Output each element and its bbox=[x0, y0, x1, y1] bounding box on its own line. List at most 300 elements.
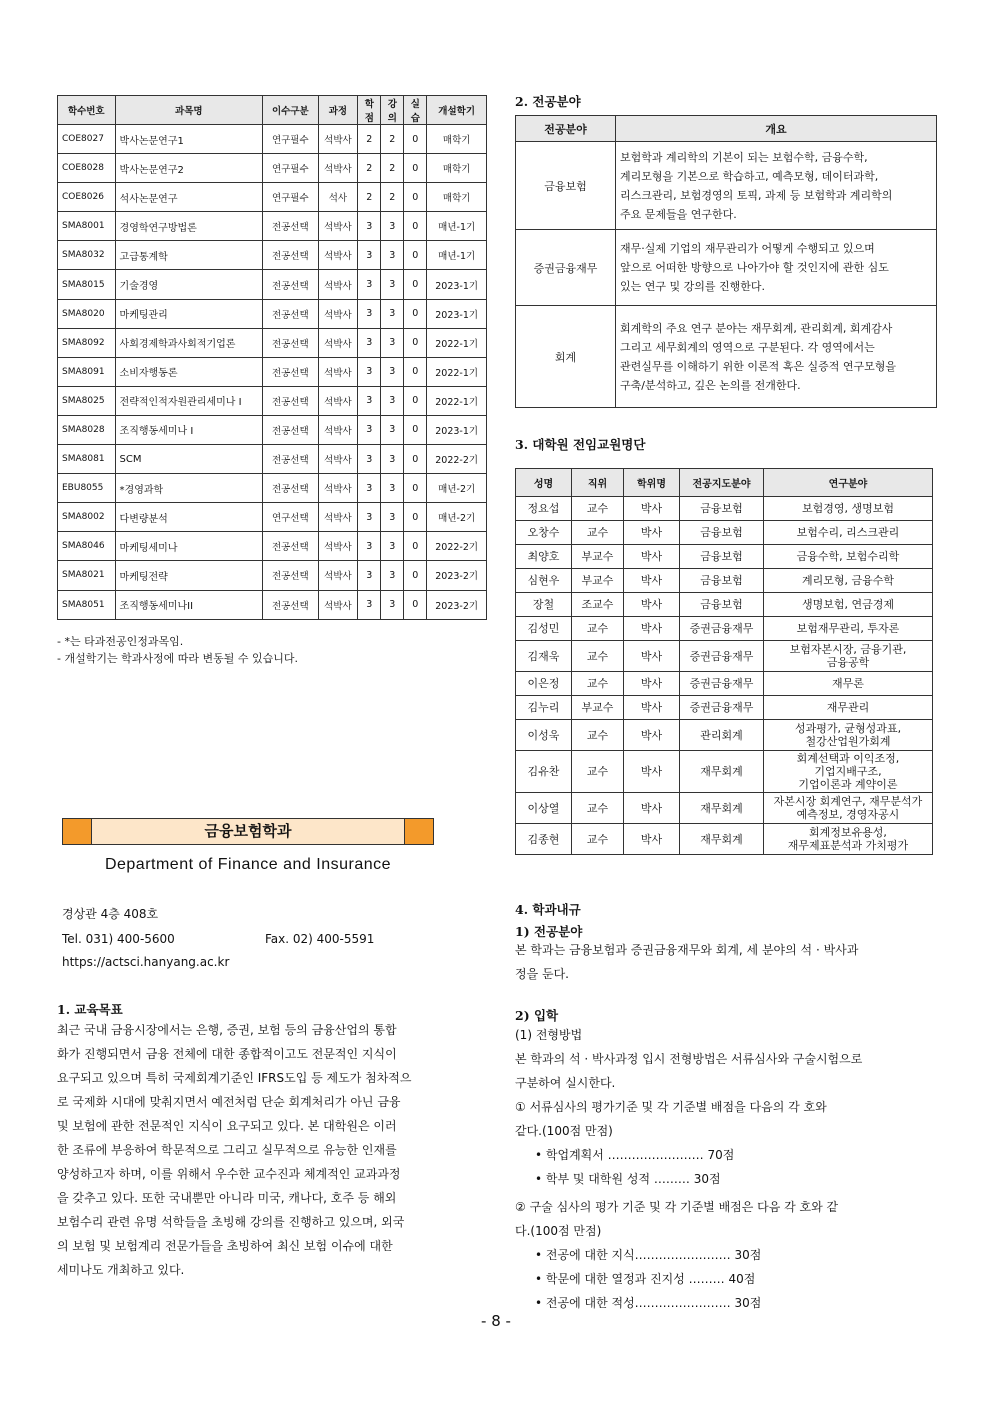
table-cell: COE8026 bbox=[58, 183, 116, 212]
table-cell: 0 bbox=[404, 328, 427, 357]
table-cell: 매학기 bbox=[427, 183, 487, 212]
table-cell: 0 bbox=[404, 590, 427, 619]
table-cell: 0 bbox=[404, 532, 427, 561]
major-desc bbox=[616, 230, 937, 306]
table-cell: 2022-1기 bbox=[427, 386, 487, 415]
table-row bbox=[516, 593, 933, 617]
table-cell: 전략적인적자원관리세미나 I bbox=[115, 386, 263, 415]
table-cell: 0 bbox=[404, 154, 427, 183]
faculty-name: 최양호 bbox=[516, 545, 572, 569]
faculty-deg: 박사 bbox=[624, 617, 680, 641]
table-cell: 전공선택 bbox=[263, 474, 318, 503]
table-cell: 2023-1기 bbox=[427, 270, 487, 299]
table-cell: 2 bbox=[358, 154, 381, 183]
research-line: 금융공학 bbox=[826, 656, 870, 669]
text-line: 같다.(100점 만점) bbox=[515, 1124, 613, 1138]
text-line: 양성하고자 하며, 이를 위해서 우수한 교수진과 체계적인 교과과정 bbox=[57, 1167, 401, 1181]
research-line: 보험경영, 생명보험 bbox=[801, 502, 894, 515]
table-row bbox=[58, 154, 487, 183]
table-cell: 3 bbox=[381, 241, 404, 270]
research-line: 자본시장 회계연구, 재무분석가 bbox=[773, 795, 923, 808]
major-desc bbox=[616, 306, 937, 408]
table-row bbox=[58, 183, 487, 212]
table-cell: 2023-2기 bbox=[427, 561, 487, 590]
dept-name-ko: 금융보험학과 bbox=[204, 822, 292, 840]
faculty-deg: 박사 bbox=[624, 793, 680, 824]
table-cell: 2 bbox=[358, 125, 381, 154]
table-row bbox=[58, 415, 487, 444]
faculty-pos: 교수 bbox=[572, 497, 624, 521]
table-cell: 0 bbox=[404, 299, 427, 328]
doc-item: • 학업계획서 …………………… 70점 bbox=[535, 1148, 735, 1162]
text-line: 다.(100점 만점) bbox=[515, 1224, 602, 1238]
table-cell: 0 bbox=[404, 386, 427, 415]
table-row bbox=[58, 125, 487, 154]
table-cell: 2023-2기 bbox=[427, 590, 487, 619]
research-line: 성과평가, 균형성과표, bbox=[794, 722, 902, 735]
faculty-research bbox=[764, 593, 933, 617]
text-line: 보험수리 관련 유명 석학들을 초빙해 강의를 진행하고 있으며, 외국 bbox=[57, 1215, 405, 1229]
faculty-pos: 교수 bbox=[572, 720, 624, 751]
section4-sub2-title: 2) 입학 bbox=[515, 1008, 559, 1023]
table-cell: 석박사 bbox=[318, 299, 358, 328]
table-cell: 0 bbox=[404, 415, 427, 444]
faculty-research bbox=[764, 751, 933, 793]
table-cell: 2 bbox=[358, 183, 381, 212]
table-cell: 조직행동세미나 I bbox=[115, 415, 263, 444]
note-line: - 개설학기는 학과사정에 따라 변동될 수 있습니다. bbox=[57, 652, 298, 665]
table-cell: 매학기 bbox=[427, 154, 487, 183]
table-cell: 3 bbox=[358, 212, 381, 241]
table-cell: 전공선택 bbox=[263, 299, 318, 328]
col-header: 학점 bbox=[358, 96, 381, 125]
table-row bbox=[516, 230, 937, 306]
section4-method bbox=[515, 1023, 935, 1191]
faculty-research bbox=[764, 545, 933, 569]
table-cell: COE8028 bbox=[58, 154, 116, 183]
table-cell: 2023-1기 bbox=[427, 299, 487, 328]
col-header: 전공분야 bbox=[516, 116, 616, 142]
faculty-name: 김성민 bbox=[516, 617, 572, 641]
faculty-pos: 교수 bbox=[572, 521, 624, 545]
dept-location: 경상관 4층 408호 bbox=[62, 907, 159, 921]
table-cell: 기술경영 bbox=[115, 270, 263, 299]
text-line: 정을 둔다. bbox=[515, 967, 569, 981]
table-cell: 2022-1기 bbox=[427, 328, 487, 357]
doc-item: • 학부 및 대학원 성적 ……… 30점 bbox=[535, 1172, 721, 1186]
table-cell: 매년-1기 bbox=[427, 241, 487, 270]
col-header: 전공지도분야 bbox=[680, 469, 764, 497]
table-cell: 3 bbox=[358, 503, 381, 532]
table-cell: 3 bbox=[358, 241, 381, 270]
table-cell: 전공선택 bbox=[263, 241, 318, 270]
table-cell: 0 bbox=[404, 503, 427, 532]
faculty-research bbox=[764, 521, 933, 545]
table-cell: SMA8032 bbox=[58, 241, 116, 270]
text-line: 및 보험에 관한 전문적인 지식이 요구되고 있다. 본 대학원은 이러 bbox=[57, 1119, 397, 1133]
faculty-deg: 박사 bbox=[624, 497, 680, 521]
faculty-deg: 박사 bbox=[624, 720, 680, 751]
table-cell: 박사논문연구1 bbox=[115, 125, 263, 154]
faculty-deg: 박사 bbox=[624, 545, 680, 569]
col-header: 개설학기 bbox=[427, 96, 487, 125]
faculty-major: 금융보험 bbox=[680, 521, 764, 545]
table-cell: 전공선택 bbox=[263, 328, 318, 357]
text-line: 한 조류에 부응하여 학문적으로 그리고 실무적으로 유능한 인재를 bbox=[57, 1143, 397, 1157]
faculty-research bbox=[764, 720, 933, 751]
faculty-name: 장철 bbox=[516, 593, 572, 617]
course-table-body bbox=[58, 125, 487, 620]
table-cell: SMA8002 bbox=[58, 503, 116, 532]
table-row bbox=[516, 696, 933, 720]
faculty-major: 금융보험 bbox=[680, 569, 764, 593]
table-cell: 연구필수 bbox=[263, 125, 318, 154]
research-line: 생명보험, 연금경제 bbox=[801, 598, 894, 611]
text-line: ① 서류심사의 평가기준 및 각 기준별 배점을 다음의 각 호와 bbox=[515, 1100, 827, 1114]
major-table bbox=[515, 115, 937, 408]
research-line: 기업이론과 계약이론 bbox=[798, 778, 898, 791]
research-line: 보험자본시장, 금융기관, bbox=[789, 643, 907, 656]
research-line: 재무론 bbox=[832, 677, 864, 690]
desc-line: 주요 문제들을 연구한다. bbox=[620, 207, 737, 221]
table-cell: 3 bbox=[381, 328, 404, 357]
faculty-pos: 교수 bbox=[572, 793, 624, 824]
col-header: 직위 bbox=[572, 469, 624, 497]
text-line: 세미나도 개최하고 있다. bbox=[57, 1263, 185, 1277]
desc-line: 회계학의 주요 연구 분야는 재무회계, 관리회계, 회계감사 bbox=[620, 321, 893, 335]
faculty-major: 증권금융재무 bbox=[680, 672, 764, 696]
table-cell: 석사 bbox=[318, 183, 358, 212]
table-cell: 0 bbox=[404, 474, 427, 503]
course-table-header bbox=[58, 96, 487, 125]
research-line: 재무관리 bbox=[826, 701, 870, 714]
table-cell: SMA8092 bbox=[58, 328, 116, 357]
text-line: 요구되고 있으며 특히 국제회계기준인 IFRS도입 등 제도가 첨차적으 bbox=[57, 1071, 412, 1085]
table-cell: *경영과학 bbox=[115, 474, 263, 503]
table-cell: 석박사 bbox=[318, 590, 358, 619]
faculty-deg: 박사 bbox=[624, 751, 680, 793]
faculty-name: 이성욱 bbox=[516, 720, 572, 751]
table-cell: 3 bbox=[381, 561, 404, 590]
table-cell: 석박사 bbox=[318, 415, 358, 444]
method-title: (1) 전형방법 bbox=[515, 1028, 583, 1042]
table-cell: 0 bbox=[404, 183, 427, 212]
research-line: 회계선택과 이익조정, bbox=[796, 752, 900, 765]
table-row bbox=[58, 532, 487, 561]
dept-fax: Fax. 02) 400-5591 bbox=[265, 932, 375, 946]
faculty-pos: 부교수 bbox=[572, 569, 624, 593]
table-cell: 3 bbox=[358, 561, 381, 590]
faculty-research bbox=[764, 617, 933, 641]
table-cell: 3 bbox=[358, 299, 381, 328]
section3-title: 3. 대학원 전임교원명단 bbox=[515, 437, 646, 452]
research-line: 보험수리, 리스크관리 bbox=[796, 526, 900, 539]
table-cell: 0 bbox=[404, 212, 427, 241]
dept-url[interactable]: https://actsci.hanyang.ac.kr bbox=[62, 955, 230, 969]
table-cell: 석박사 bbox=[318, 357, 358, 386]
desc-line: 있는 연구 및 강의를 진행한다. bbox=[620, 280, 765, 293]
table-cell: 박사논문연구2 bbox=[115, 154, 263, 183]
faculty-name: 김종현 bbox=[516, 824, 572, 855]
table-cell: 전공선택 bbox=[263, 445, 318, 474]
faculty-table bbox=[515, 468, 933, 855]
table-cell: 전공선택 bbox=[263, 357, 318, 386]
desc-line: 보험학과 계리학의 기본이 되는 보험수학, 금융수학, bbox=[620, 150, 868, 164]
desc-line: 앞으로 어떠한 방향으로 나아가야 할 것인지에 관한 심도 bbox=[620, 261, 889, 274]
faculty-deg: 박사 bbox=[624, 569, 680, 593]
table-cell: SCM bbox=[115, 445, 263, 474]
faculty-major: 증권금융재무 bbox=[680, 696, 764, 720]
table-cell: 2022-2기 bbox=[427, 532, 487, 561]
table-cell: 경영학연구방법론 bbox=[115, 212, 263, 241]
dept-name-en: Department of Finance and Insurance bbox=[104, 856, 392, 873]
faculty-deg: 박사 bbox=[624, 672, 680, 696]
table-row bbox=[516, 545, 933, 569]
table-row bbox=[516, 617, 933, 641]
table-cell: 3 bbox=[381, 357, 404, 386]
table-cell: 3 bbox=[358, 328, 381, 357]
col-header: 실습 bbox=[404, 96, 427, 125]
table-row bbox=[58, 590, 487, 619]
faculty-pos: 부교수 bbox=[572, 545, 624, 569]
research-line: 재무제표분석과 가치평가 bbox=[787, 839, 909, 852]
table-row bbox=[58, 357, 487, 386]
table-cell: 2023-1기 bbox=[427, 415, 487, 444]
table-cell: 매년-2기 bbox=[427, 474, 487, 503]
table-cell: 3 bbox=[358, 445, 381, 474]
faculty-deg: 박사 bbox=[624, 641, 680, 672]
faculty-deg: 박사 bbox=[624, 696, 680, 720]
col-header: 과정 bbox=[318, 96, 358, 125]
table-cell: 3 bbox=[381, 299, 404, 328]
faculty-deg: 박사 bbox=[624, 593, 680, 617]
table-cell: 전공선택 bbox=[263, 212, 318, 241]
research-line: 보험재무관리, 투자론 bbox=[796, 622, 900, 635]
faculty-name: 오창수 bbox=[516, 521, 572, 545]
faculty-major: 금융보험 bbox=[680, 593, 764, 617]
research-line: 예측정보, 경영자공시 bbox=[796, 808, 900, 821]
dept-box-accent-left bbox=[63, 819, 92, 844]
table-cell: 3 bbox=[381, 415, 404, 444]
table-cell: 3 bbox=[381, 212, 404, 241]
section4-title: 4. 학과내규 bbox=[515, 902, 581, 917]
faculty-research bbox=[764, 641, 933, 672]
col-header: 연구분야 bbox=[764, 469, 933, 497]
table-row bbox=[58, 445, 487, 474]
table-cell: 석박사 bbox=[318, 445, 358, 474]
table-row bbox=[516, 306, 937, 408]
desc-line: 구축/분석하고, 깊은 논의를 전개한다. bbox=[620, 378, 801, 392]
table-row bbox=[516, 521, 933, 545]
table-cell: 연구선택 bbox=[263, 503, 318, 532]
faculty-major: 재무회계 bbox=[680, 824, 764, 855]
table-cell: 3 bbox=[358, 415, 381, 444]
table-row bbox=[516, 569, 933, 593]
faculty-research bbox=[764, 793, 933, 824]
faculty-name: 김누리 bbox=[516, 696, 572, 720]
major-field: 금융보험 bbox=[516, 142, 616, 230]
table-cell: 0 bbox=[404, 125, 427, 154]
research-line: 기업지배구조, bbox=[814, 765, 882, 778]
research-line: 금융수학, 보험수리학 bbox=[796, 550, 900, 563]
note-line: - *는 타과전공인정과목임. bbox=[57, 635, 184, 648]
faculty-pos: 조교수 bbox=[572, 593, 624, 617]
table-cell: 연구필수 bbox=[263, 154, 318, 183]
table-cell: SMA8015 bbox=[58, 270, 116, 299]
table-row bbox=[58, 474, 487, 503]
col-header: 과목명 bbox=[115, 96, 263, 125]
text-line: 구분하여 실시한다. bbox=[515, 1076, 616, 1090]
oral-item: • 전공에 대한 적성…………………… 30점 bbox=[535, 1296, 762, 1310]
table-cell: 석박사 bbox=[318, 474, 358, 503]
faculty-research bbox=[764, 497, 933, 521]
faculty-major: 금융보험 bbox=[680, 497, 764, 521]
major-field: 증권금융재무 bbox=[516, 230, 616, 306]
section4-sub1-title: 1) 전공분야 bbox=[515, 924, 583, 939]
table-cell: 석박사 bbox=[318, 386, 358, 415]
table-cell: 0 bbox=[404, 241, 427, 270]
table-cell: 0 bbox=[404, 357, 427, 386]
table-cell: 석사논문연구 bbox=[115, 183, 263, 212]
faculty-pos: 교수 bbox=[572, 641, 624, 672]
table-row bbox=[516, 142, 937, 230]
table-cell: 마케팅세미나 bbox=[115, 532, 263, 561]
table-cell: 석박사 bbox=[318, 241, 358, 270]
table-row bbox=[58, 212, 487, 241]
faculty-name: 김재욱 bbox=[516, 641, 572, 672]
table-row bbox=[58, 241, 487, 270]
faculty-major: 관리회계 bbox=[680, 720, 764, 751]
table-cell: 3 bbox=[358, 357, 381, 386]
table-cell: 전공선택 bbox=[263, 270, 318, 299]
table-row bbox=[516, 824, 933, 855]
table-cell: 석박사 bbox=[318, 561, 358, 590]
table-cell: 3 bbox=[358, 532, 381, 561]
table-cell: 연구필수 bbox=[263, 183, 318, 212]
table-cell: 3 bbox=[358, 386, 381, 415]
major-field: 회계 bbox=[516, 306, 616, 408]
course-table bbox=[57, 95, 487, 620]
table-cell: 3 bbox=[381, 445, 404, 474]
faculty-major: 금융보험 bbox=[680, 545, 764, 569]
col-header: 학수번호 bbox=[58, 96, 116, 125]
faculty-major: 증권금융재무 bbox=[680, 641, 764, 672]
table-cell: 석박사 bbox=[318, 154, 358, 183]
faculty-table-body bbox=[516, 497, 933, 855]
table-cell: 석박사 bbox=[318, 125, 358, 154]
table-cell: SMA8081 bbox=[58, 445, 116, 474]
table-row bbox=[58, 561, 487, 590]
table-cell: 2022-2기 bbox=[427, 445, 487, 474]
col-header: 성명 bbox=[516, 469, 572, 497]
faculty-research bbox=[764, 569, 933, 593]
faculty-deg: 박사 bbox=[624, 521, 680, 545]
section2-title: 2. 전공분야 bbox=[515, 94, 581, 109]
table-cell: 3 bbox=[358, 590, 381, 619]
faculty-major: 증권금융재무 bbox=[680, 617, 764, 641]
text-line: 의 보험 및 보험계리 전문가들을 초빙하여 최신 보험 이슈에 대한 bbox=[57, 1239, 393, 1253]
table-row bbox=[58, 270, 487, 299]
section4-oral bbox=[515, 1195, 935, 1315]
table-cell: 석박사 bbox=[318, 532, 358, 561]
table-row bbox=[58, 299, 487, 328]
table-cell: 2 bbox=[381, 183, 404, 212]
research-line: 계리모형, 금융수학 bbox=[801, 574, 894, 587]
col-header: 강의 bbox=[381, 96, 404, 125]
table-cell: 3 bbox=[381, 270, 404, 299]
col-header: 개요 bbox=[616, 116, 937, 142]
course-notes bbox=[57, 633, 298, 667]
major-desc bbox=[616, 142, 937, 230]
table-cell: 2 bbox=[381, 154, 404, 183]
faculty-pos: 교수 bbox=[572, 672, 624, 696]
table-cell: 마케팅관리 bbox=[115, 299, 263, 328]
desc-line: 리스크관리, 보험경영의 토픽, 과제 등 보험학과 계리학의 bbox=[620, 188, 893, 202]
desc-line: 계리모형을 기본으로 학습하고, 예측모형, 데이터과학, bbox=[620, 169, 879, 183]
section4-sub1-body bbox=[515, 938, 935, 986]
table-cell: SMA8046 bbox=[58, 532, 116, 561]
table-row bbox=[516, 793, 933, 824]
text-line: 로 국제화 시대에 맞춰지면서 예전처럼 단순 회계처리가 아닌 금융 bbox=[57, 1095, 401, 1109]
table-cell: 2022-1기 bbox=[427, 357, 487, 386]
table-cell: COE8027 bbox=[58, 125, 116, 154]
table-cell: 3 bbox=[381, 474, 404, 503]
research-line: 회계정보유용성, bbox=[809, 826, 887, 839]
table-cell: 0 bbox=[404, 561, 427, 590]
table-cell: 석박사 bbox=[318, 328, 358, 357]
table-row bbox=[516, 672, 933, 696]
table-cell: EBU8055 bbox=[58, 474, 116, 503]
faculty-name: 김유찬 bbox=[516, 751, 572, 793]
faculty-research bbox=[764, 696, 933, 720]
table-cell: 전공선택 bbox=[263, 415, 318, 444]
faculty-pos: 교수 bbox=[572, 617, 624, 641]
major-table-body bbox=[516, 142, 937, 408]
table-row bbox=[58, 386, 487, 415]
table-cell: 다변량분석 bbox=[115, 503, 263, 532]
dept-box-accent-right bbox=[404, 819, 433, 844]
text-line: 최근 국내 금융시장에서는 은행, 증권, 보험 등의 금융산업의 통합 bbox=[57, 1023, 397, 1037]
table-row bbox=[516, 720, 933, 751]
text-line: ② 구술 심사의 평가 기준 및 각 기준별 배점은 다음 각 호와 같 bbox=[515, 1200, 839, 1214]
table-row bbox=[58, 503, 487, 532]
faculty-pos: 부교수 bbox=[572, 696, 624, 720]
table-cell: SMA8028 bbox=[58, 415, 116, 444]
table-cell: 석박사 bbox=[318, 270, 358, 299]
faculty-name: 정요섭 bbox=[516, 497, 572, 521]
table-row bbox=[58, 328, 487, 357]
text-line: 을 갖추고 있다. 또한 국내뿐만 아니라 미국, 캐나다, 호주 등 해외 bbox=[57, 1191, 397, 1205]
table-cell: SMA8021 bbox=[58, 561, 116, 590]
table-cell: 소비자행동론 bbox=[115, 357, 263, 386]
faculty-name: 이은정 bbox=[516, 672, 572, 696]
table-cell: 마케팅전략 bbox=[115, 561, 263, 590]
table-cell: 0 bbox=[404, 445, 427, 474]
table-cell: SMA8025 bbox=[58, 386, 116, 415]
dept-tel: Tel. 031) 400-5600 bbox=[62, 932, 175, 946]
table-cell: 매년-1기 bbox=[427, 212, 487, 241]
table-cell: 3 bbox=[381, 386, 404, 415]
table-cell: 전공선택 bbox=[263, 561, 318, 590]
table-cell: 3 bbox=[358, 474, 381, 503]
table-cell: SMA8020 bbox=[58, 299, 116, 328]
faculty-major: 재무회계 bbox=[680, 793, 764, 824]
oral-item: • 전공에 대한 지식…………………… 30점 bbox=[535, 1248, 762, 1262]
text-line: 본 학과의 석 · 박사과정 입시 전형방법은 서류심사와 구술시험으로 bbox=[515, 1052, 863, 1066]
table-cell: 매학기 bbox=[427, 125, 487, 154]
table-cell: 0 bbox=[404, 270, 427, 299]
table-cell: SMA8001 bbox=[58, 212, 116, 241]
